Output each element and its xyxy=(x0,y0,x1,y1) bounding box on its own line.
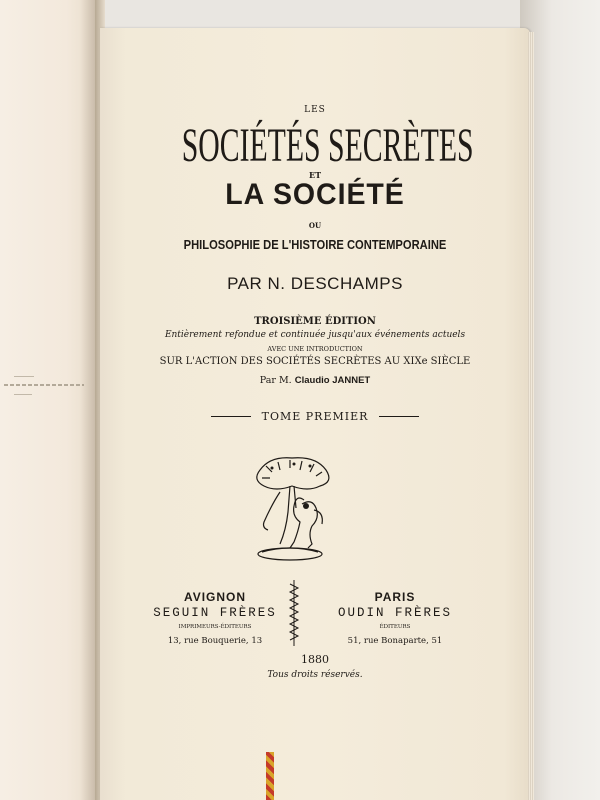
tome-label: TOME PREMIER xyxy=(261,410,369,423)
tome-rule-left xyxy=(211,416,251,417)
intro-author-name: Claudio JANNET xyxy=(294,375,371,386)
publisher-right-city: PARIS xyxy=(374,590,416,604)
intro-topic: SUR L'ACTION DES SOCIÉTÉS SECRÈTES AU XIXe SIÈCLE xyxy=(159,356,471,367)
publisher-left-address: 13, rue Bouquerie, 13 xyxy=(167,636,263,646)
publisher-left-city: AVIGNON xyxy=(183,590,247,604)
publication-year: 1880 xyxy=(301,653,329,666)
lion-tree-vignette-icon xyxy=(250,452,335,564)
title-et: ET xyxy=(308,170,322,180)
publisher-right-name: OUDIN FRÈRES xyxy=(337,606,452,620)
publisher-right-address: 51, rue Bonaparte, 51 xyxy=(347,636,443,646)
publisher-left-role: IMPRIMEURS-ÉDITEURS xyxy=(178,624,252,630)
title-ou: OU xyxy=(308,221,322,230)
philosophy-line: PHILOSOPHIE DE L'HISTOIRE CONTEMPORAINE xyxy=(183,237,447,252)
intro-author-prefix: Par M. xyxy=(259,375,292,386)
title-les: LES xyxy=(304,105,326,115)
author-line: PAR N. DESCHAMPS xyxy=(227,274,403,293)
intro-author-line xyxy=(100,375,530,386)
faded-mark-line xyxy=(4,384,84,386)
edition-line: TROISIÈME ÉDITION xyxy=(254,316,376,327)
tome-line xyxy=(100,406,530,425)
publisher-right-role: ÉDITEURS xyxy=(379,624,411,630)
revision-note: Entièrement refondue et continuée jusqu'aux événements actuels xyxy=(164,330,466,340)
intro-note: AVEC UNE INTRODUCTION xyxy=(267,345,363,353)
rights-notice: Tous droits réservés. xyxy=(267,670,363,680)
publisher-left-name: SEGUIN FRÈRES xyxy=(153,606,277,620)
main-title: SOCIÉTÉS SECRÈTES xyxy=(181,119,474,172)
subtitle: LA SOCIÉTÉ xyxy=(225,178,405,211)
faded-mark-line xyxy=(14,376,34,377)
tome-rule-right xyxy=(379,416,419,417)
bookmark-ribbon xyxy=(266,752,274,800)
faded-mark-line xyxy=(14,394,32,395)
